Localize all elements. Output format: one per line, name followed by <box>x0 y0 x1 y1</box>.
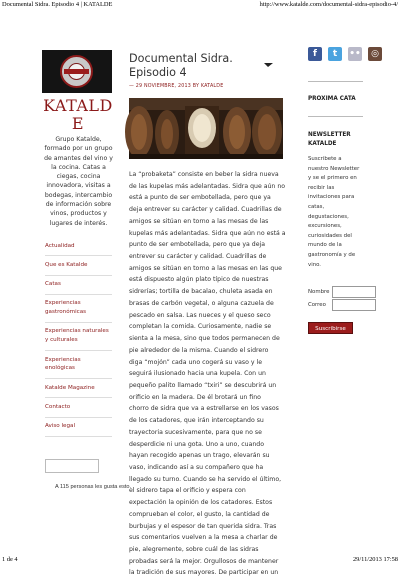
post-body-line: brasas de carbón vegetal, o alguna cazuela de <box>129 299 274 307</box>
sidebar-nav-item[interactable] <box>45 256 112 275</box>
logo-seal-icon <box>60 55 93 88</box>
sidebar-nav-item[interactable] <box>45 295 112 323</box>
site-logo[interactable] <box>42 50 112 93</box>
sidebar-nav-item-label: enológicas <box>45 365 75 372</box>
post-title-line: Episodio 4 <box>129 66 187 80</box>
post-body-line: comprueban el color, el gusto, la cantidad de <box>129 510 270 518</box>
post-body-line: completan la comida. Curiosamente, nadie se <box>129 323 272 331</box>
post-body-line: trayectoria sucesivamente, para que no se <box>129 428 262 436</box>
email-field[interactable] <box>332 299 376 311</box>
post-body-line: desperdicie ni una gota. Uno a uno, cuando <box>129 440 265 448</box>
email-field-label: Correo <box>308 302 326 308</box>
sidebar-nav-item[interactable] <box>45 323 112 351</box>
print-page-number: 1 de 4 <box>2 556 18 563</box>
tagline-line: de amantes del vino y <box>44 154 113 162</box>
newsletter-description-line: curiosidades del <box>308 232 352 239</box>
post-body-line: seguirá ilusionado hacia una kupela. Con un <box>129 370 266 378</box>
newsletter-description-line: vino. <box>308 261 322 268</box>
post-body-line: pie, alegremente, sobre cuál de las sidras <box>129 546 259 553</box>
sidebar-nav-item-label: Contacto <box>45 403 71 410</box>
sidebar-nav-item-label: y culturales <box>45 337 78 344</box>
post-body-line: sidrerías; tortilla de bacalao, chuleta asada en <box>129 288 273 296</box>
newsletter-heading <box>308 131 368 149</box>
facebook-like-count: A 115 personas les gusta esto. <box>55 484 132 490</box>
post-title <box>129 52 269 81</box>
post-body-line: kupelas más adelantadas. Sidra que aún no está a <box>129 229 286 237</box>
post-title-line: Documental Sidra. <box>129 52 233 65</box>
sidebar-nav-item[interactable] <box>45 418 112 437</box>
newsletter-description-line: catas, <box>308 203 325 210</box>
post-body-line: vaso, indicando así a su compañero que ha <box>129 463 264 471</box>
newsletter-description-line: nuestro Newsletter <box>308 165 360 172</box>
sidebar-nav-item[interactable] <box>45 237 112 256</box>
post-body-line: pescado en salsa. Las nueces y el queso seco <box>129 311 271 319</box>
name-field[interactable] <box>332 286 376 298</box>
tagline-line: ciegas, cocina <box>56 173 101 181</box>
subscribe-button[interactable]: Suscribirse <box>308 322 353 334</box>
post-body <box>129 169 286 579</box>
site-tagline <box>42 135 115 228</box>
print-footer <box>0 554 400 566</box>
post-body-line: el sidrero tapa el orificio y espera con <box>129 487 246 495</box>
newsletter-description-line: y se el primero en <box>308 175 357 182</box>
sidebar-nav-item-label: Experiencias <box>45 356 81 363</box>
tagline-line: de información sobre <box>45 201 112 209</box>
sidebar-nav-item[interactable] <box>45 379 112 398</box>
newsletter-description-line: excursiones, <box>308 223 342 230</box>
flickr-icon[interactable]: •• <box>349 49 361 59</box>
sidebar-nav-item-label: Experiencias naturales <box>45 328 109 335</box>
post-body-line: diga “mojón” cada uno cogerá su vaso y le <box>129 358 263 366</box>
facebook-like-box[interactable] <box>45 459 99 473</box>
tagline-line: la cocina. Catas a <box>51 163 106 171</box>
sidebar-nav-item[interactable] <box>45 398 112 417</box>
post-body-line: de los catadores, que irán interceptando su <box>129 417 264 425</box>
post-body-line: sienta a la mesa, sino que todos permanecen de <box>129 335 280 343</box>
tagline-line: Grupo Katalde, <box>55 136 102 143</box>
site-brand-name[interactable] <box>36 97 120 133</box>
post-body-line: burbujas y el espesor de tan querida sidra. Tras <box>129 522 277 530</box>
brand-line: KATALD <box>43 96 113 115</box>
brand-line: E <box>71 114 85 133</box>
post-body-line: de las kupelas más adelantadas. Sidra que aún no <box>129 182 286 190</box>
tagline-line: vinos, productos y <box>50 210 107 218</box>
post-body-line: chorro de sidra que va a estrellarse en los vasos <box>129 405 279 413</box>
bookmark-ribbon-icon <box>264 63 273 67</box>
print-page-title: Documental Sidra. Episodio 4 | KATALDE <box>2 1 113 8</box>
next-tasting-heading: PROXIMA CATA <box>308 96 356 102</box>
sidebar-nav-item[interactable] <box>45 351 112 379</box>
sidebar-nav-item-label: Actualidad <box>45 242 75 249</box>
name-field-label: Nombre <box>308 289 330 295</box>
tagline-line: bodegas, intercambio <box>44 191 113 199</box>
post-body-line: deja entrever su carácter y calidad. Cuadrillas de <box>129 206 282 214</box>
sidebar-nav-item-label: Catas <box>45 281 61 288</box>
sidebar-nav-item-label: gastronómicas <box>45 309 87 316</box>
tagline-line: lugares de interés. <box>49 219 108 227</box>
post-body-line: llegado su turno. Cuando se ha servido el último, <box>129 475 282 483</box>
post-body-line: La “probaketa” consiste en beber la sidra nueva <box>129 171 279 178</box>
post-body-line: orificio en la madera. De él brotará un fino <box>129 393 261 401</box>
sidebar-nav-item[interactable] <box>45 276 112 295</box>
post-body-line: está a punto de ser embotellada, pero que ya <box>129 194 271 202</box>
sidebar-nav <box>45 237 112 437</box>
post-body-line: la tradición de sus mayores. De participar en un <box>129 569 279 577</box>
newsletter-heading-line: NEWSLETTER <box>308 132 351 138</box>
post-body-line: hayan recogido apenas un trago, elevarán su <box>129 452 270 460</box>
post-body-line: entrever su carácter y calidad. Cuadrillas de <box>129 253 267 261</box>
newsletter-description-line: degustaciones, <box>308 213 349 220</box>
post-body-line: está dispuesto algún plato típico de nuestras <box>129 276 269 284</box>
cider-barrels-photo <box>129 98 283 159</box>
newsletter-description-line: recibir las <box>308 184 335 191</box>
facebook-icon[interactable]: f <box>308 47 322 61</box>
divider <box>308 116 363 117</box>
sidebar-nav-item-label: Aviso legal <box>45 423 76 430</box>
post-body-line: amigos se sitúan en torno a las mesas de las <box>129 217 269 225</box>
post-body-line: amigos se sitúan en torno a las mesas en las que <box>129 264 282 272</box>
tagline-line: innovadora, visitas a <box>46 182 111 190</box>
newsletter-heading-line: KATALDE <box>308 141 337 147</box>
post-body-line: punto de ser embotellada, pero que ya deja <box>129 241 266 249</box>
print-datetime: 29/11/2013 17:58 <box>352 556 398 563</box>
sidebar-nav-item-label: Experiencias <box>45 300 81 307</box>
newsletter-description-line: Suscribete a <box>308 156 342 162</box>
sidebar-nav-item-label: Katalde Magazine <box>45 384 95 391</box>
post-body-line: sus comentarios vuelven a la mesa a charlar de <box>129 534 278 542</box>
instagram-icon[interactable]: ◎ <box>368 47 382 61</box>
post-meta: — 29 NOVIEMBRE, 2013 BY KATALDE <box>129 84 224 89</box>
post-featured-image <box>129 98 283 159</box>
divider <box>308 81 363 82</box>
post-body-line: probadas será la mejor. Orgullosos de mantener <box>129 557 279 565</box>
twitter-icon[interactable]: t <box>328 47 342 61</box>
print-header <box>0 0 400 12</box>
tagline-line: formado por un grupo <box>44 145 113 153</box>
newsletter-description-line: gastronomía y de <box>308 251 356 258</box>
newsletter-description-line: invitaciones para <box>308 194 355 201</box>
newsletter-description-line: mundo de la <box>308 242 342 249</box>
newsletter-description <box>308 155 368 270</box>
sidebar-nav-item-label: Que es Katalde <box>45 261 88 268</box>
post-body-line: pie alrededor de la misma. Cuando el sidrero <box>129 346 269 354</box>
post-body-line: expectación la opinión de los catadores. Estos <box>129 499 273 507</box>
print-page-url: http://www.katalde.com/documental-sidra-episodio-4/ <box>259 1 398 8</box>
post-body-line: pequeño palito llamado “txiri” se descubrirá un <box>129 381 277 389</box>
